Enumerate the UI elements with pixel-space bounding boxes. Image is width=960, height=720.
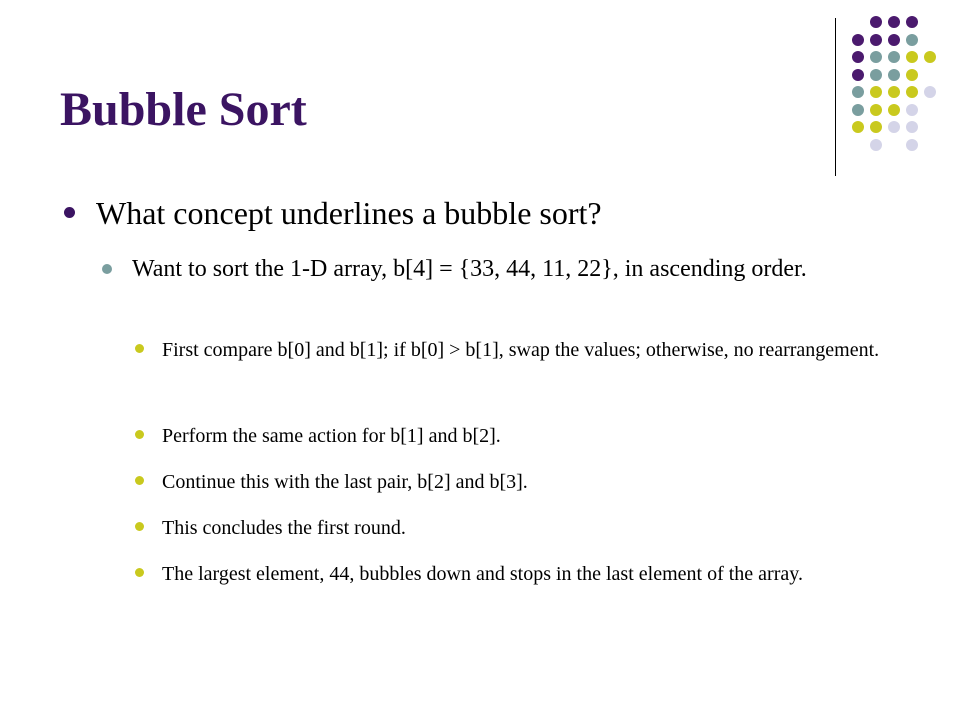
bullet-dot-level3	[135, 568, 144, 577]
slide-title: Bubble Sort	[60, 83, 307, 136]
bullet-level3-item: First compare b[0] and b[1]; if b[0] > b[1], swap the values; otherwise, no rearrangement.	[162, 339, 880, 361]
bullet-level3-item: The largest element, 44, bubbles down and stops in the last element of the array.	[162, 563, 803, 585]
bullet-dot-level3	[135, 476, 144, 485]
bullet-level3-item: Perform the same action for b[1] and b[2].	[162, 425, 501, 447]
bullet-dot-level3	[135, 522, 144, 531]
bullet-level3-item: This concludes the first round.	[162, 517, 406, 539]
bullet-dot-level2	[102, 264, 112, 274]
bullet-level3-item: Continue this with the last pair, b[2] and b[3].	[162, 471, 528, 493]
bullet-dot-level3	[135, 344, 144, 353]
bullet-level2: Want to sort the 1-D array, b[4] = {33, 44, 11, 22}, in ascending order.	[132, 256, 807, 282]
bullet-level1: What concept underlines a bubble sort?	[96, 195, 602, 231]
bullet-dot-level3	[135, 430, 144, 439]
bullet-dot-level1	[64, 207, 75, 218]
